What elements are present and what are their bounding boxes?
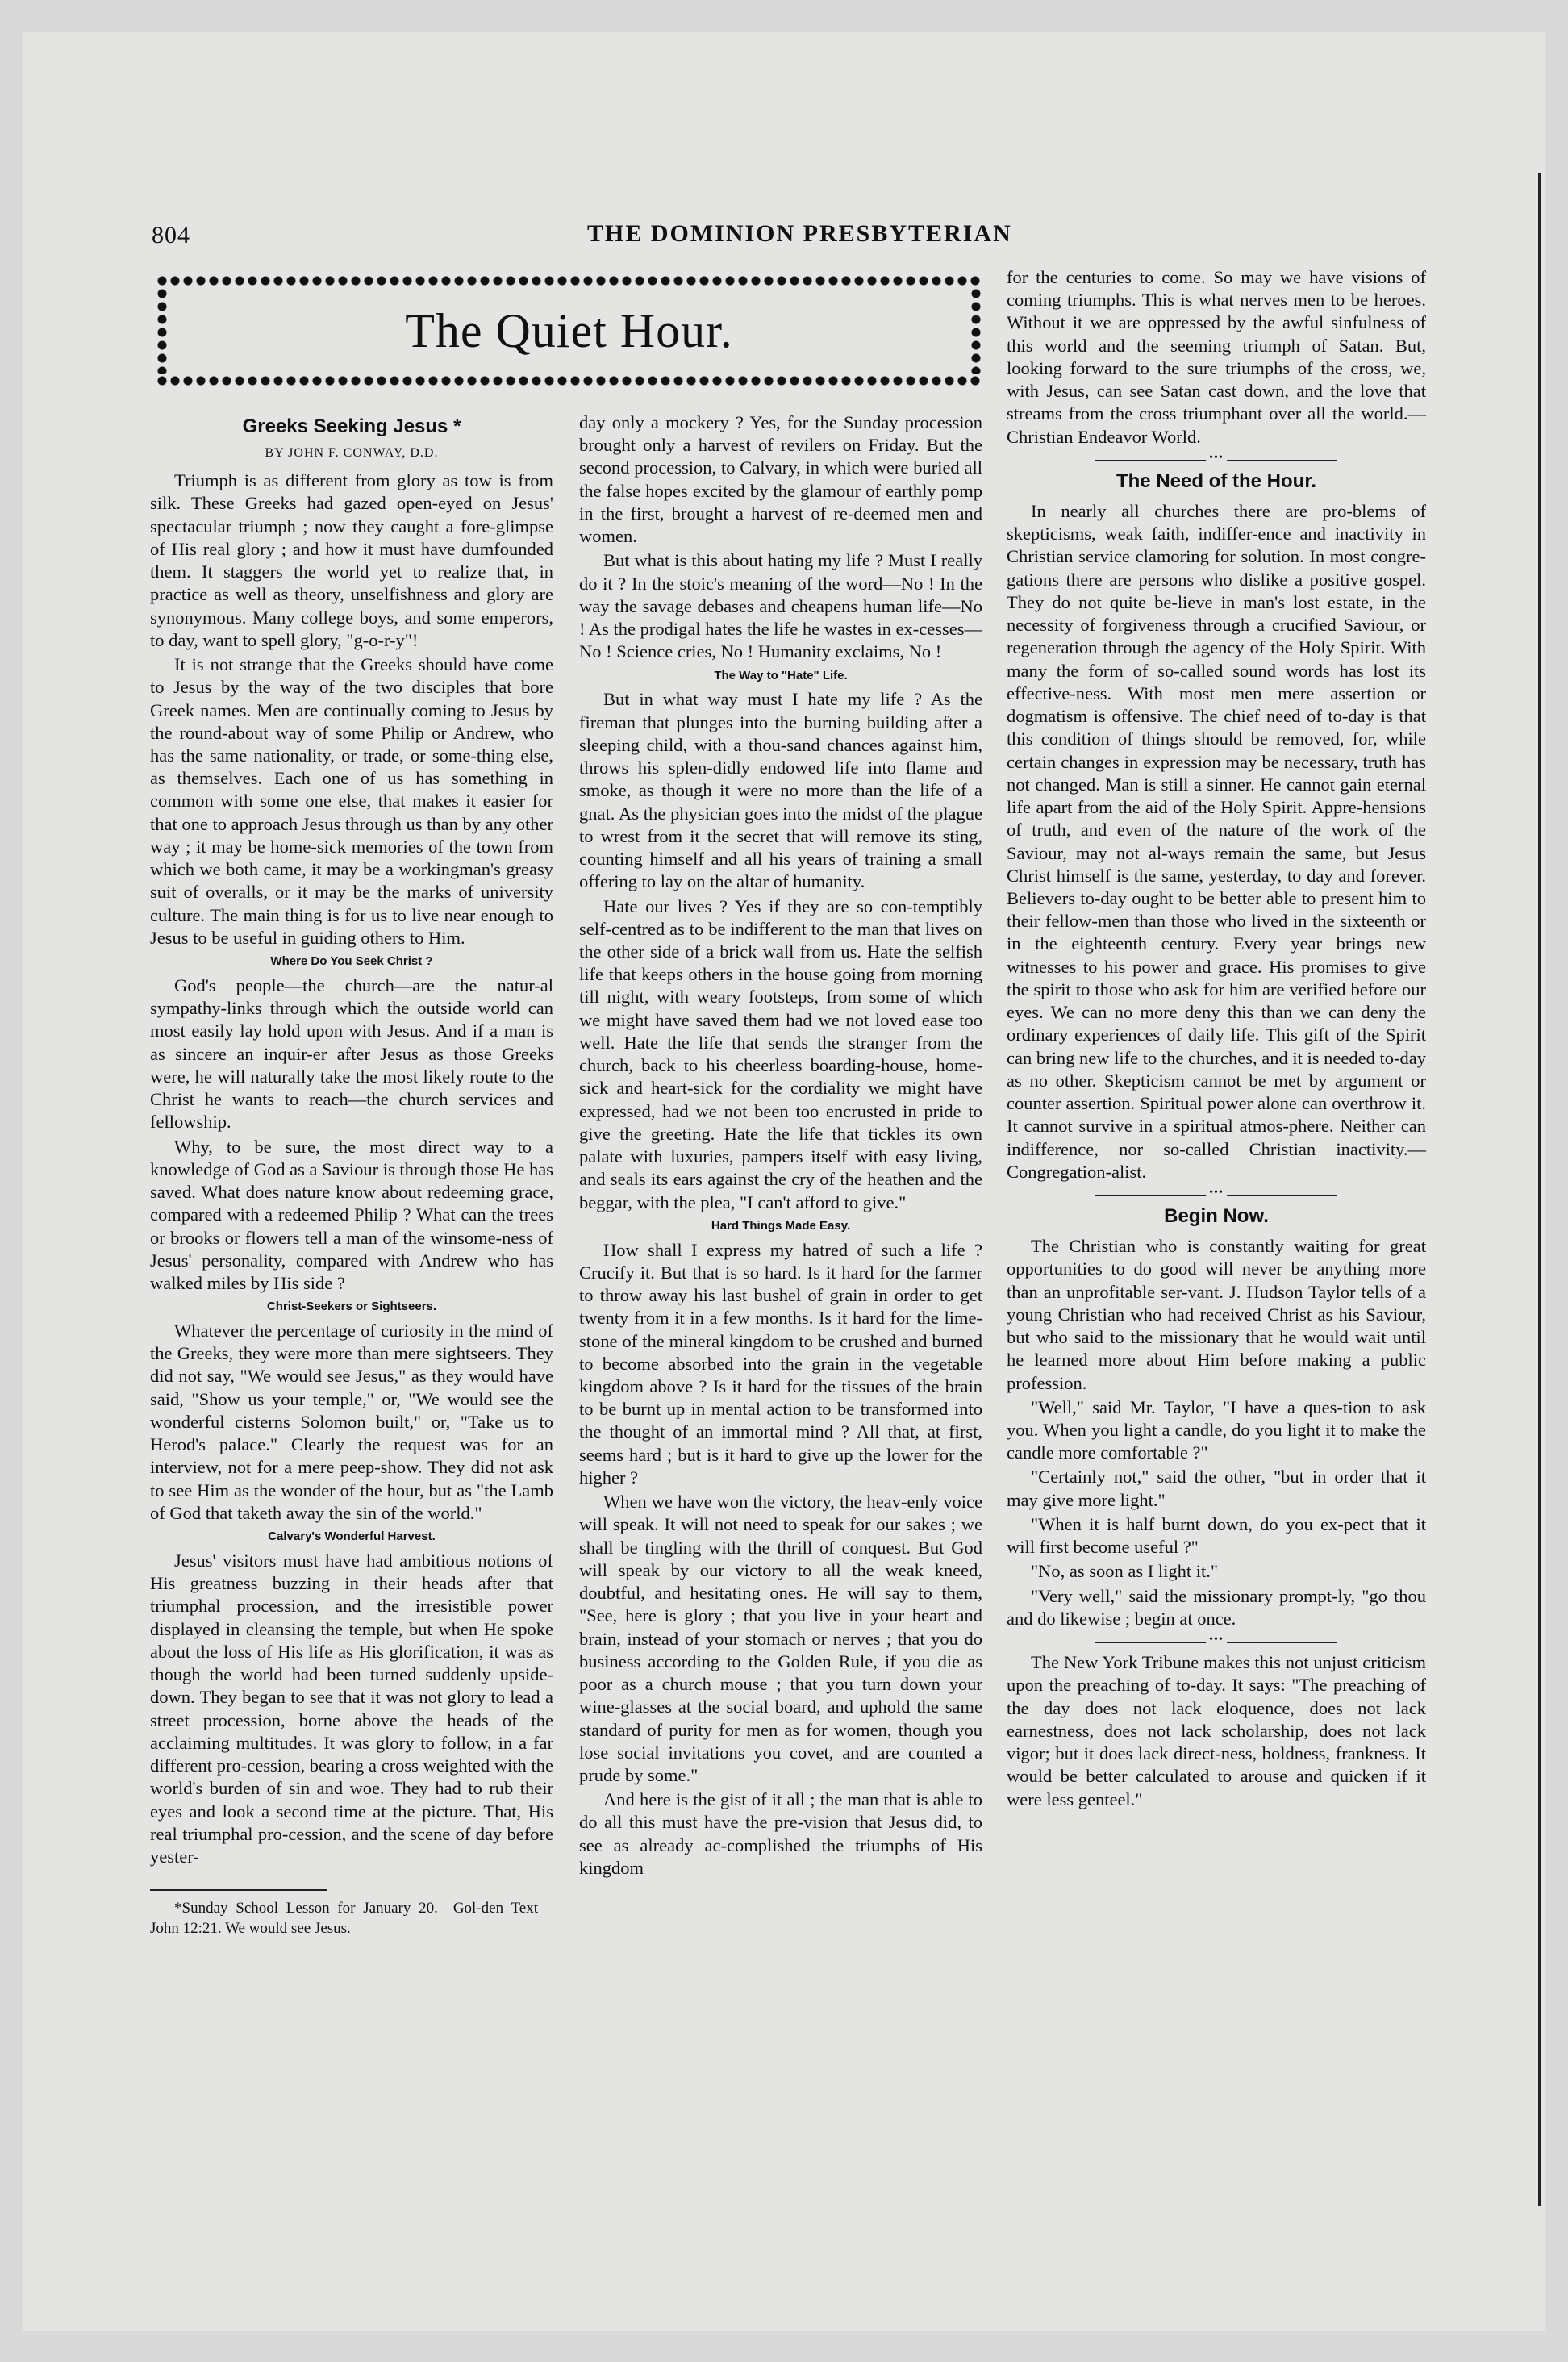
paragraph: "When it is half burnt down, do you ex-pect that it will first become useful ?" [1007,1513,1426,1558]
paragraph: Hate our lives ? Yes if they are so con-temptibly self-centred as to be indifferent to the man that lives on the other side of a brick wall from us. Hate the selfish life that keeps others in the house going from morning till night, with weary footsteps, from some of which we might have saved them had we not loved ease too well. Hate the life that sends the stranger from the church, back to his cheerless boarding-house, home-sick and heart-sick for the cordiality we might have expressed, had we not been too encrusted in pride to give the greeting. Hate the life that tickles its own palate with luxuries, pampers itself with easy living, and seals its ears against the cry of the heathen and the beggar, with the plea, "I can't afford to give." [579,895,982,1212]
paragraph: "Certainly not," said the other, "but in order that it may give more light." [1007,1467,1426,1510]
subheading: Hard Things Made Easy. [711,1218,851,1233]
paragraph: Jesus' visitors must have had ambitious notions of His greatness buzzing in their heads after that triumphal procession, and the irresistible power displayed in cleansing the temple, but when He spoke about the loss of His life as His glorification, it was as though the world had been turned suddenly upside-down. They began to see that it was not glory to lead a street procession, borne above the heads of the acclaiming multitudes. It was glory to follow, in a far different pro-cession, bearing a cross weighted with the world's burden of sin and woe. They had to rub their eyes and look a second time at the picture. That, His real triumphal pro-cession, and the scene of day before yester- [150,1550,553,1867]
column-3 [1007,266,1426,1813]
paragraph: But in what way must I hate my life ? As the fireman that plunges into the burning building after a sleeping child, with a thou-sand chances against him, throws his splen-didly endowed life into flame and smoke, as though it were no more than the life of a gnat. As the physician goes into the midst of the plague to wrest from it the secret that will remove its sting, counting himself and all his years of training a small offering to lay on the altar of humanity. [579,689,982,892]
paragraph: God's people—the church—are the natur-al sympathy-links through which the outside world can most easily lay hold upon with Jesus. And if a man is as sincere an inquir-er after Jesus as those Greeks were, he will naturally take the most likely route to the Christ he wants to reach—the church services and fellowship. [150,974,553,1133]
paragraph: And here is the gist of it all ; the man that is able to do all this must have the pre-vision that Jesus did, to see as already ac-complished the triumphs of His kingdom [579,1789,982,1878]
subheading: Calvary's Wonderful Harvest. [268,1529,436,1544]
page-number: 804 [152,222,190,248]
article-title: The Need of the Hour. [1116,469,1316,492]
article-title: Greeks Seeking Jesus * [242,415,461,437]
footnote: *Sunday School Lesson for January 20.—Gol-den Text—John 12:21. We would see Jesus. [150,1900,553,1937]
paragraph: "Very well," said the missionary prompt-ly, "go thou and do likewise ; begin at once. [1007,1585,1426,1629]
banner-top-border [156,274,982,287]
paragraph: Triumph is as different from glory as tow is from silk. These Greeks had gazed open-eyed on Jesus' spectacular triumph ; now they caught a fore-glimpse of His real glory ; and how it must have dumfounded them. It staggers the world yet to realize that, in practice as well as theory, unselfishness and glory are synonymous. Many college boys, and some emperors, to day, want to spell glory, "g-o-r-y"! [150,470,553,650]
paragraph: Whatever the percentage of curiosity in the mind of the Greeks, they were more than mere sightseers. They did not say, "We would see Jesus," as they would have said, "Show us your temple," or, "We would see the wonderful cisterns Solomon built," or, "Take us to Herod's palace." Clearly the request was for an interview, not for a mere peep-show. They did not ask to see Him as the wonder of the hour, but as "the Lamb of God that taketh away the sin of the world." [150,1321,553,1523]
paragraph: It is not strange that the Greeks should have come to Jesus by the way of the two disciples that bore Greek names. Men are continually coming to Jesus by the round-about way of some Philip or Andrew, who has the same nationality, or trade, or some-thing else, as themselves. Each one of us has something in common with some one else, that makes it easier for that one to approach Jesus through us than by any other way ; it may be home-sick memories of the town from which we both came, it may be a workingman's greasy suit of overalls, or it may be the marks of university culture. The main thing is for us to live near enough to Jesus to be useful in guiding others to Him. [150,654,553,948]
journal-title: THE DOMINION PRESBYTERIAN [587,220,1012,247]
column-2 [579,411,982,1881]
paragraph: How shall I express my hatred of such a life ? Crucify it. But that is so hard. Is it hard for the farmer to throw away his last bushel of grain in order to get twenty from it in a few months. Is it hard for the lime-stone of the mineral kingdom to be crushed and burned to become absorbed into the grain in the vegetable kingdom above ? Is it hard for the tissues of the brain to be burnt up in mental action to be transformed into the thought of an immortal mind ? All that, at first, seems hard ; but is it hard to give up the lower for the higher ? [579,1239,982,1488]
section-divider [1095,460,1337,461]
subheading: Where Do You Seek Christ ? [270,954,433,969]
newspaper-page [23,32,1545,2331]
column-1 [150,411,553,1941]
section-divider [1095,1642,1337,1643]
article-title: Begin Now. [1164,1205,1269,1228]
paragraph: for the centuries to come. So may we have visions of coming triumphs. This is what nerves men to be heroes. Without it we are oppressed by the awful sinfulness of this world and the seeming triumph of Satan. But, looking forward to the sure triumphs of the cross, we, with Jesus, can see Satan cast down, and the love that streams from the cross triumphant over all the world.—Christian Endeavor World. [1007,267,1426,447]
section-divider [1095,1195,1337,1196]
paragraph: Why, to be sure, the most direct way to a knowledge of God as a Saviour is through those He has saved. What does nature know about redeeming grace, compared with a redeemed Philip ? What can the trees or brooks or flowers tell a man of the winsome-ness of Jesus' personality, compared with Andrew who has walked miles by His side ? [150,1136,553,1293]
paragraph: When we have won the victory, the heav-enly voice will speak. It will not need to speak for our sakes ; we shall be tingling with the thrill of conquest. But God will speak by our victory to all the weak kneed, doubtful, and hesitating ones. He will say to them, "See, here is glory ; that you live in your heart and brain, instead of your stomach or nerves ; that you do business according to the Golden Rule, if you die as poor as a church mouse ; that you turn down your wine-glasses at the social board, and uphold the same standard of purity for men as for women, though you lose social invitations you covet, and are counted a prude by some." [579,1492,982,1785]
paragraph: "Well," said Mr. Taylor, "I have a ques-tion to ask you. When you light a candle, do you light it to make the candle more comfortable ?" [1007,1396,1426,1463]
subheading: Christ-Seekers or Sightseers. [266,1300,437,1314]
paragraph: "No, as soon as I light it." [1031,1561,1219,1582]
subheading: The Way to "Hate" Life. [714,668,848,682]
paragraph: The Christian who is constantly waiting for great opportunities to do good will never be anything more than an unprofitable ser-vant. J. Hudson Taylor tells of a young Christian who had received Christ as his Saviour, but who said to the missionary that he would wait until he learned more about Him before making a public profession. [1007,1236,1426,1393]
section-title: The Quiet Hour. [405,304,733,357]
page-header [23,220,1545,261]
footnote-divider [150,1889,327,1891]
paragraph: The New York Tribune makes this not unjust criticism upon the preaching of to-day. It says: "The preaching of the day does not lack eloquence, does not lack earnestness, does not lack scholarship, does not lack vigor; but it does lack direct-ness, boldness, frankness. It would be better calculated to arouse and quicken if it were less genteel." [1007,1652,1426,1809]
section-banner [156,274,982,387]
paragraph: In nearly all churches there are pro-blems of skepticisms, weak faith, indiffer-ence and inactivity in Christian service clamoring for solution. In most congre-gations there are persons who dislike a positive gospel. They do not quite be-lieve in man's lost estate, in the necessity of forgiveness through a crucified Saviour, or regeneration through the agency of the Holy Spirit. With many the form of so-called sound words has lost its effective-ness. With most men mere assertion or dogmatism is offensive. The chief need of to-day is that this condition of things should be removed, for, while certain changes in expression may be necessary, truth has not changed. Man is still a sinner. He cannot gain eternal life apart from the aid of the Holy Spirit. Appre-hensions of truth, and even of the nature of the work of the Saviour, may not al-ways remain the same, but Jesus Christ himself is the same, yesterday, to day and forever. Believers to-day ought to be better able to present him to their fellow-men than those who lived in the sixteenth or in the eighteenth century. Every year brings new witnesses to his power and grace. His promises to give the spirit to those who ask for him are verified before our eyes. We can no more deny this than we can deny the ordinary experiences of daily life. This gift of the Spirit can bring new life to the churches, and it is needed to-day as no other. Skepticism cannot be met by argument or counter assertion. Spiritual power alone can overthrow it. It cannot survive in a spiritual atmos-phere. Neither can indifference, nor so-called Christian inactivity.—Congregation-alist. [1007,500,1426,1182]
banner-bottom-border [156,374,982,387]
paragraph: But what is this about hating my life ? Must I really do it ? In the stoic's meaning of the word—No ! In the way the savage debases and cheapens human life—No ! As the prodigal hates the life he wastes in ex-cesses—No ! Science cries, No ! Humanity exclaims, No ! [579,550,982,662]
article-byline: BY JOHN F. CONWAY, D.D. [265,446,439,461]
paragraph: day only a mockery ? Yes, for the Sunday procession brought only a harvest of revilers on Friday. But the second procession, to Calvary, in which were buried all the false hopes excited by the glamour of earthly pomp in the first, brought a harvest of re-deemed men and women. [579,412,982,547]
page-edge-line [1538,173,1541,2206]
